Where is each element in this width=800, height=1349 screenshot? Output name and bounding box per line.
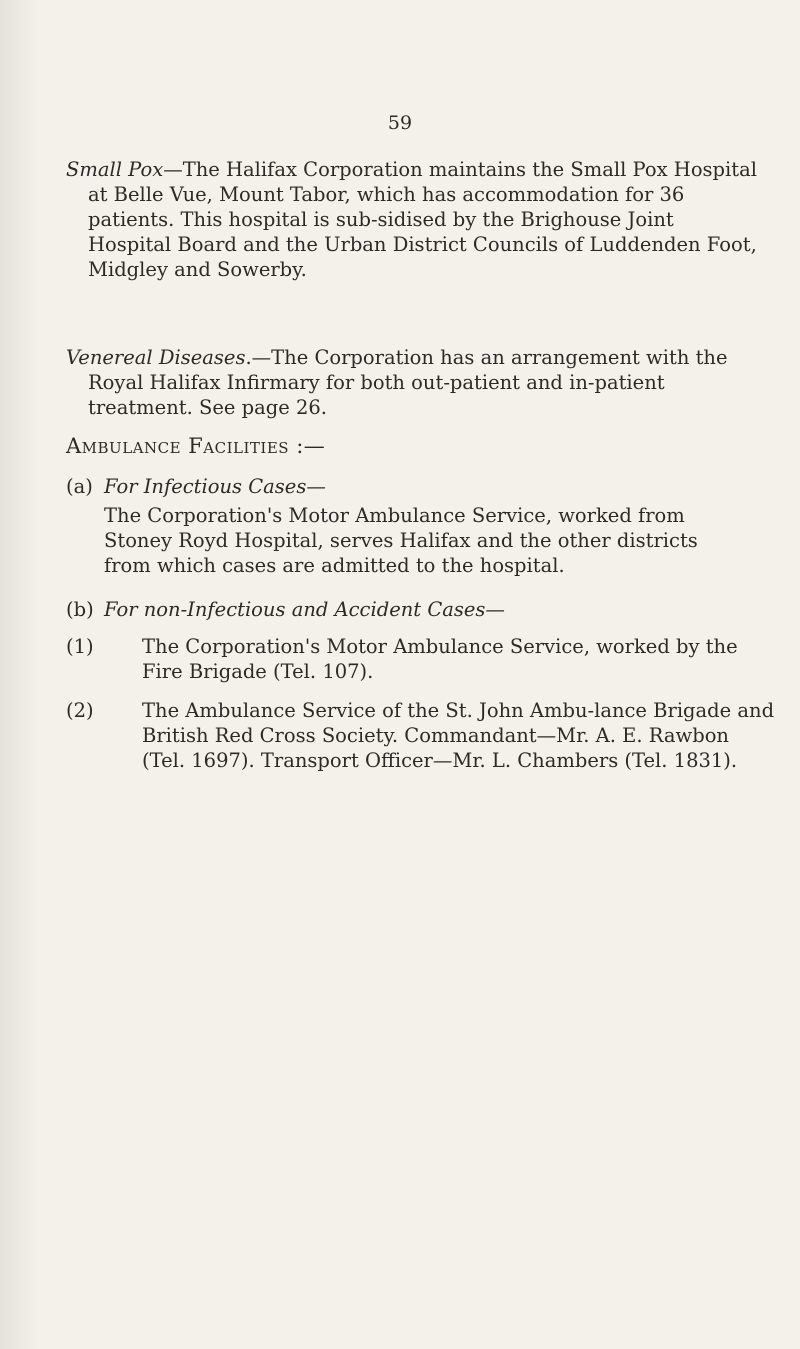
page-edge-shadow	[0, 0, 40, 1349]
section-b-heading: For non-Infectious and Accident Cases—	[104, 598, 505, 621]
section-b1-text: The Corporation's Motor Ambulance Service, worked by the Fire Brigade (Tel. 107).	[142, 635, 738, 683]
section-b2-label: (2)	[66, 699, 94, 722]
venereal-heading: Venereal Diseases	[66, 346, 246, 369]
small-pox-paragraph	[66, 157, 760, 282]
section-a-heading: For Infectious Cases—	[104, 475, 326, 498]
section-b1-label: (1)	[66, 635, 94, 658]
section-a-heading-line	[66, 474, 738, 499]
section-b-heading-line	[66, 597, 738, 622]
section-b-label: (b)	[66, 598, 94, 621]
venereal-text: .—The Corporation has an arrangement with the Royal Halifax Infirmary for both out-patient and in-patient treatment. See page 26.	[88, 346, 728, 419]
small-pox-heading: Small Pox	[66, 158, 164, 181]
section-a-text: The Corporation's Motor Ambulance Service, worked from Stoney Royd Hospital, serves Halifax and the other districts from which cases are admitted to the hospital.	[104, 504, 698, 577]
section-b2-item	[66, 698, 776, 773]
venereal-paragraph	[66, 345, 760, 420]
section-b2-text: The Ambulance Service of the St. John Ambu-lance Brigade and British Red Cross Society. Commandant—Mr. A. E. Rawbon (Tel. 1697). Transport Officer—Mr. L. Chambers (Tel. 1831).	[142, 699, 775, 772]
section-b1-item	[66, 634, 776, 684]
ambulance-heading: Ambulance Facilities :—	[66, 434, 326, 458]
small-pox-text: —The Halifax Corporation maintains the Small Pox Hospital at Belle Vue, Mount Tabor, which has accommodation for 36 patients. This hospital is sub-sidised by the Brighouse Joint Hospital Board and the Urban District Councils of Luddenden Foot, Midgley and Sowerby.	[88, 158, 757, 281]
page-number: 59	[387, 112, 413, 134]
section-a-label: (a)	[66, 475, 93, 498]
